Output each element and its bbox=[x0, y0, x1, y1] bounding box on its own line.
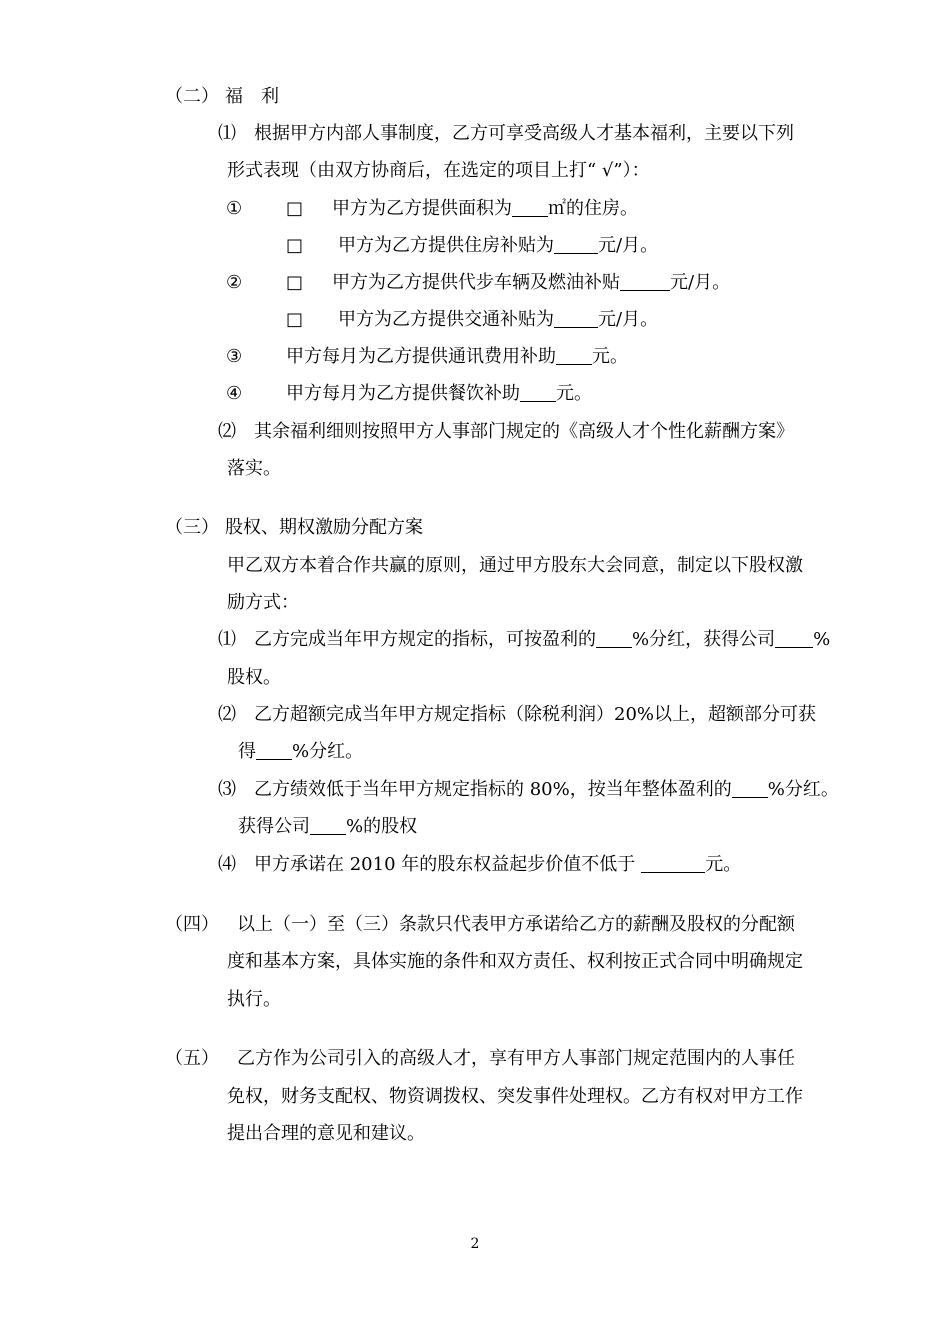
item-number: ⑷ bbox=[218, 854, 236, 875]
equity-item-1-line-1 bbox=[218, 628, 830, 652]
item-text: % bbox=[813, 629, 831, 650]
item-text: 得 bbox=[238, 741, 256, 762]
page-number: 2 bbox=[470, 1236, 480, 1252]
benefit-item-1-line-2: 形式表现（由双方协商后，在选定的项目上打“ √”）： bbox=[227, 160, 650, 181]
option-1b bbox=[286, 234, 658, 258]
option-number: ④ bbox=[226, 383, 243, 404]
option-suffix: 元。 bbox=[556, 383, 592, 404]
equity-item-1-line-2: 股权。 bbox=[227, 667, 281, 688]
item-text: 甲方承诺在 2010 年的股东权益起步价值不低于 bbox=[254, 854, 636, 875]
section-5-line-2: 免权，财务支配权、物资调拨权、突发事件处理权。乙方有权对甲方工作 bbox=[227, 1086, 803, 1107]
option-suffix: 元。 bbox=[592, 346, 628, 367]
item-text: 乙方超额完成当年甲方规定指标（除税利润）20%以上，超额部分可获 bbox=[254, 704, 817, 725]
option-number: ② bbox=[226, 272, 243, 293]
option-text: 甲方每月为乙方提供通讯费用补助 bbox=[286, 346, 556, 367]
section-2-title: 福 利 bbox=[225, 86, 279, 107]
blank-equity-value[interactable] bbox=[641, 854, 705, 873]
section-2-number: （二） bbox=[165, 86, 219, 107]
item-text: 乙方完成当年甲方规定的指标，可按盈利的 bbox=[254, 629, 596, 650]
option-suffix: 元/月。 bbox=[598, 309, 659, 330]
section-5-line-3: 提出合理的意见和建议。 bbox=[227, 1123, 425, 1144]
item-text: 乙方绩效低于当年甲方规定指标的 80%，按当年整体盈利的 bbox=[254, 779, 732, 800]
option-suffix: 元/月。 bbox=[670, 272, 731, 293]
benefit-item-2-line-2: 落实。 bbox=[227, 458, 281, 479]
option-text: 甲方每月为乙方提供餐饮补助 bbox=[286, 383, 520, 404]
section-4-text: 以上（一）至（三）条款只代表甲方承诺给乙方的薪酬及股权的分配额 bbox=[237, 914, 795, 935]
section-2-heading bbox=[165, 85, 279, 109]
equity-item-3-line-1 bbox=[218, 778, 839, 802]
section-5-number: （五） bbox=[165, 1048, 219, 1069]
option-text: 甲方为乙方提供住房补贴为 bbox=[338, 235, 554, 256]
item-text: 根据甲方内部人事制度，乙方可享受高级人才基本福利，主要以下列 bbox=[254, 123, 794, 144]
checkbox-icon[interactable]: □ bbox=[286, 272, 304, 293]
option-text: 甲方为乙方提供交通补贴为 bbox=[338, 309, 554, 330]
item-number: ⑵ bbox=[218, 421, 236, 442]
item-text: %分红。 bbox=[767, 779, 839, 800]
option-2b bbox=[286, 308, 658, 332]
item-text: 其余福利细则按照甲方人事部门规定的《高级人才个性化薪酬方案》 bbox=[254, 421, 794, 442]
option-suffix: 元/月。 bbox=[598, 235, 659, 256]
blank-area[interactable] bbox=[512, 198, 548, 217]
blank-dividend-percent[interactable] bbox=[596, 629, 632, 648]
equity-item-3-line-2 bbox=[238, 815, 417, 839]
benefit-item-1-line-1 bbox=[218, 122, 794, 146]
equity-item-2-line-2 bbox=[238, 740, 363, 764]
checkbox-icon[interactable]: □ bbox=[286, 198, 304, 219]
checkbox-icon[interactable]: □ bbox=[286, 235, 304, 256]
section-3-heading bbox=[165, 516, 423, 540]
section-4-line-1 bbox=[165, 913, 795, 937]
item-text: %分红，获得公司 bbox=[632, 629, 776, 650]
item-number: ⑴ bbox=[218, 123, 236, 144]
section-3-intro-line-2: 励方式： bbox=[227, 592, 299, 613]
blank-transport-subsidy[interactable] bbox=[554, 309, 598, 328]
item-number: ⑵ bbox=[218, 704, 236, 725]
blank-car-subsidy[interactable] bbox=[620, 272, 670, 291]
option-number: ③ bbox=[226, 346, 243, 367]
blank-meal-subsidy[interactable] bbox=[520, 383, 556, 402]
section-5-text: 乙方作为公司引入的高级人才，享有甲方人事部门规定范围内的人事任 bbox=[237, 1048, 795, 1069]
option-2a bbox=[226, 271, 730, 295]
section-4-number: （四） bbox=[165, 914, 219, 935]
option-text: 甲方为乙方提供代步车辆及燃油补贴 bbox=[332, 272, 620, 293]
option-number: ① bbox=[226, 198, 243, 219]
option-3 bbox=[226, 345, 628, 369]
benefit-item-2-line-1 bbox=[218, 420, 794, 444]
equity-item-2-line-1 bbox=[218, 703, 816, 727]
option-suffix: ㎡的住房。 bbox=[548, 198, 638, 219]
section-5-line-1 bbox=[165, 1047, 795, 1071]
blank-housing-subsidy[interactable] bbox=[554, 235, 598, 254]
section-4-line-2: 度和基本方案，具体实施的条件和双方责任、权利按正式合同中明确规定 bbox=[227, 951, 803, 972]
option-1a bbox=[226, 197, 638, 221]
item-text: %分红。 bbox=[292, 741, 364, 762]
equity-item-4 bbox=[218, 853, 741, 877]
item-text: %的股权 bbox=[346, 816, 418, 837]
blank-equity-percent[interactable] bbox=[775, 629, 813, 648]
blank-low-equity[interactable] bbox=[310, 816, 346, 835]
item-text: 获得公司 bbox=[238, 816, 310, 837]
section-4-line-3: 执行。 bbox=[227, 989, 281, 1010]
checkbox-icon[interactable]: □ bbox=[286, 309, 304, 330]
item-number: ⑶ bbox=[218, 779, 236, 800]
blank-low-dividend[interactable] bbox=[732, 779, 768, 798]
item-number: ⑴ bbox=[218, 629, 236, 650]
section-3-title: 股权、期权激励分配方案 bbox=[225, 517, 423, 538]
option-text: 甲方为乙方提供面积为 bbox=[332, 198, 512, 219]
option-4 bbox=[226, 382, 592, 406]
section-3-intro-line-1: 甲乙双方本着合作共赢的原则，通过甲方股东大会同意，制定以下股权激 bbox=[227, 555, 803, 576]
item-text: 元。 bbox=[705, 854, 742, 875]
blank-excess-dividend[interactable] bbox=[256, 741, 292, 760]
section-3-number: （三） bbox=[165, 517, 219, 538]
blank-comm-subsidy[interactable] bbox=[556, 346, 592, 365]
